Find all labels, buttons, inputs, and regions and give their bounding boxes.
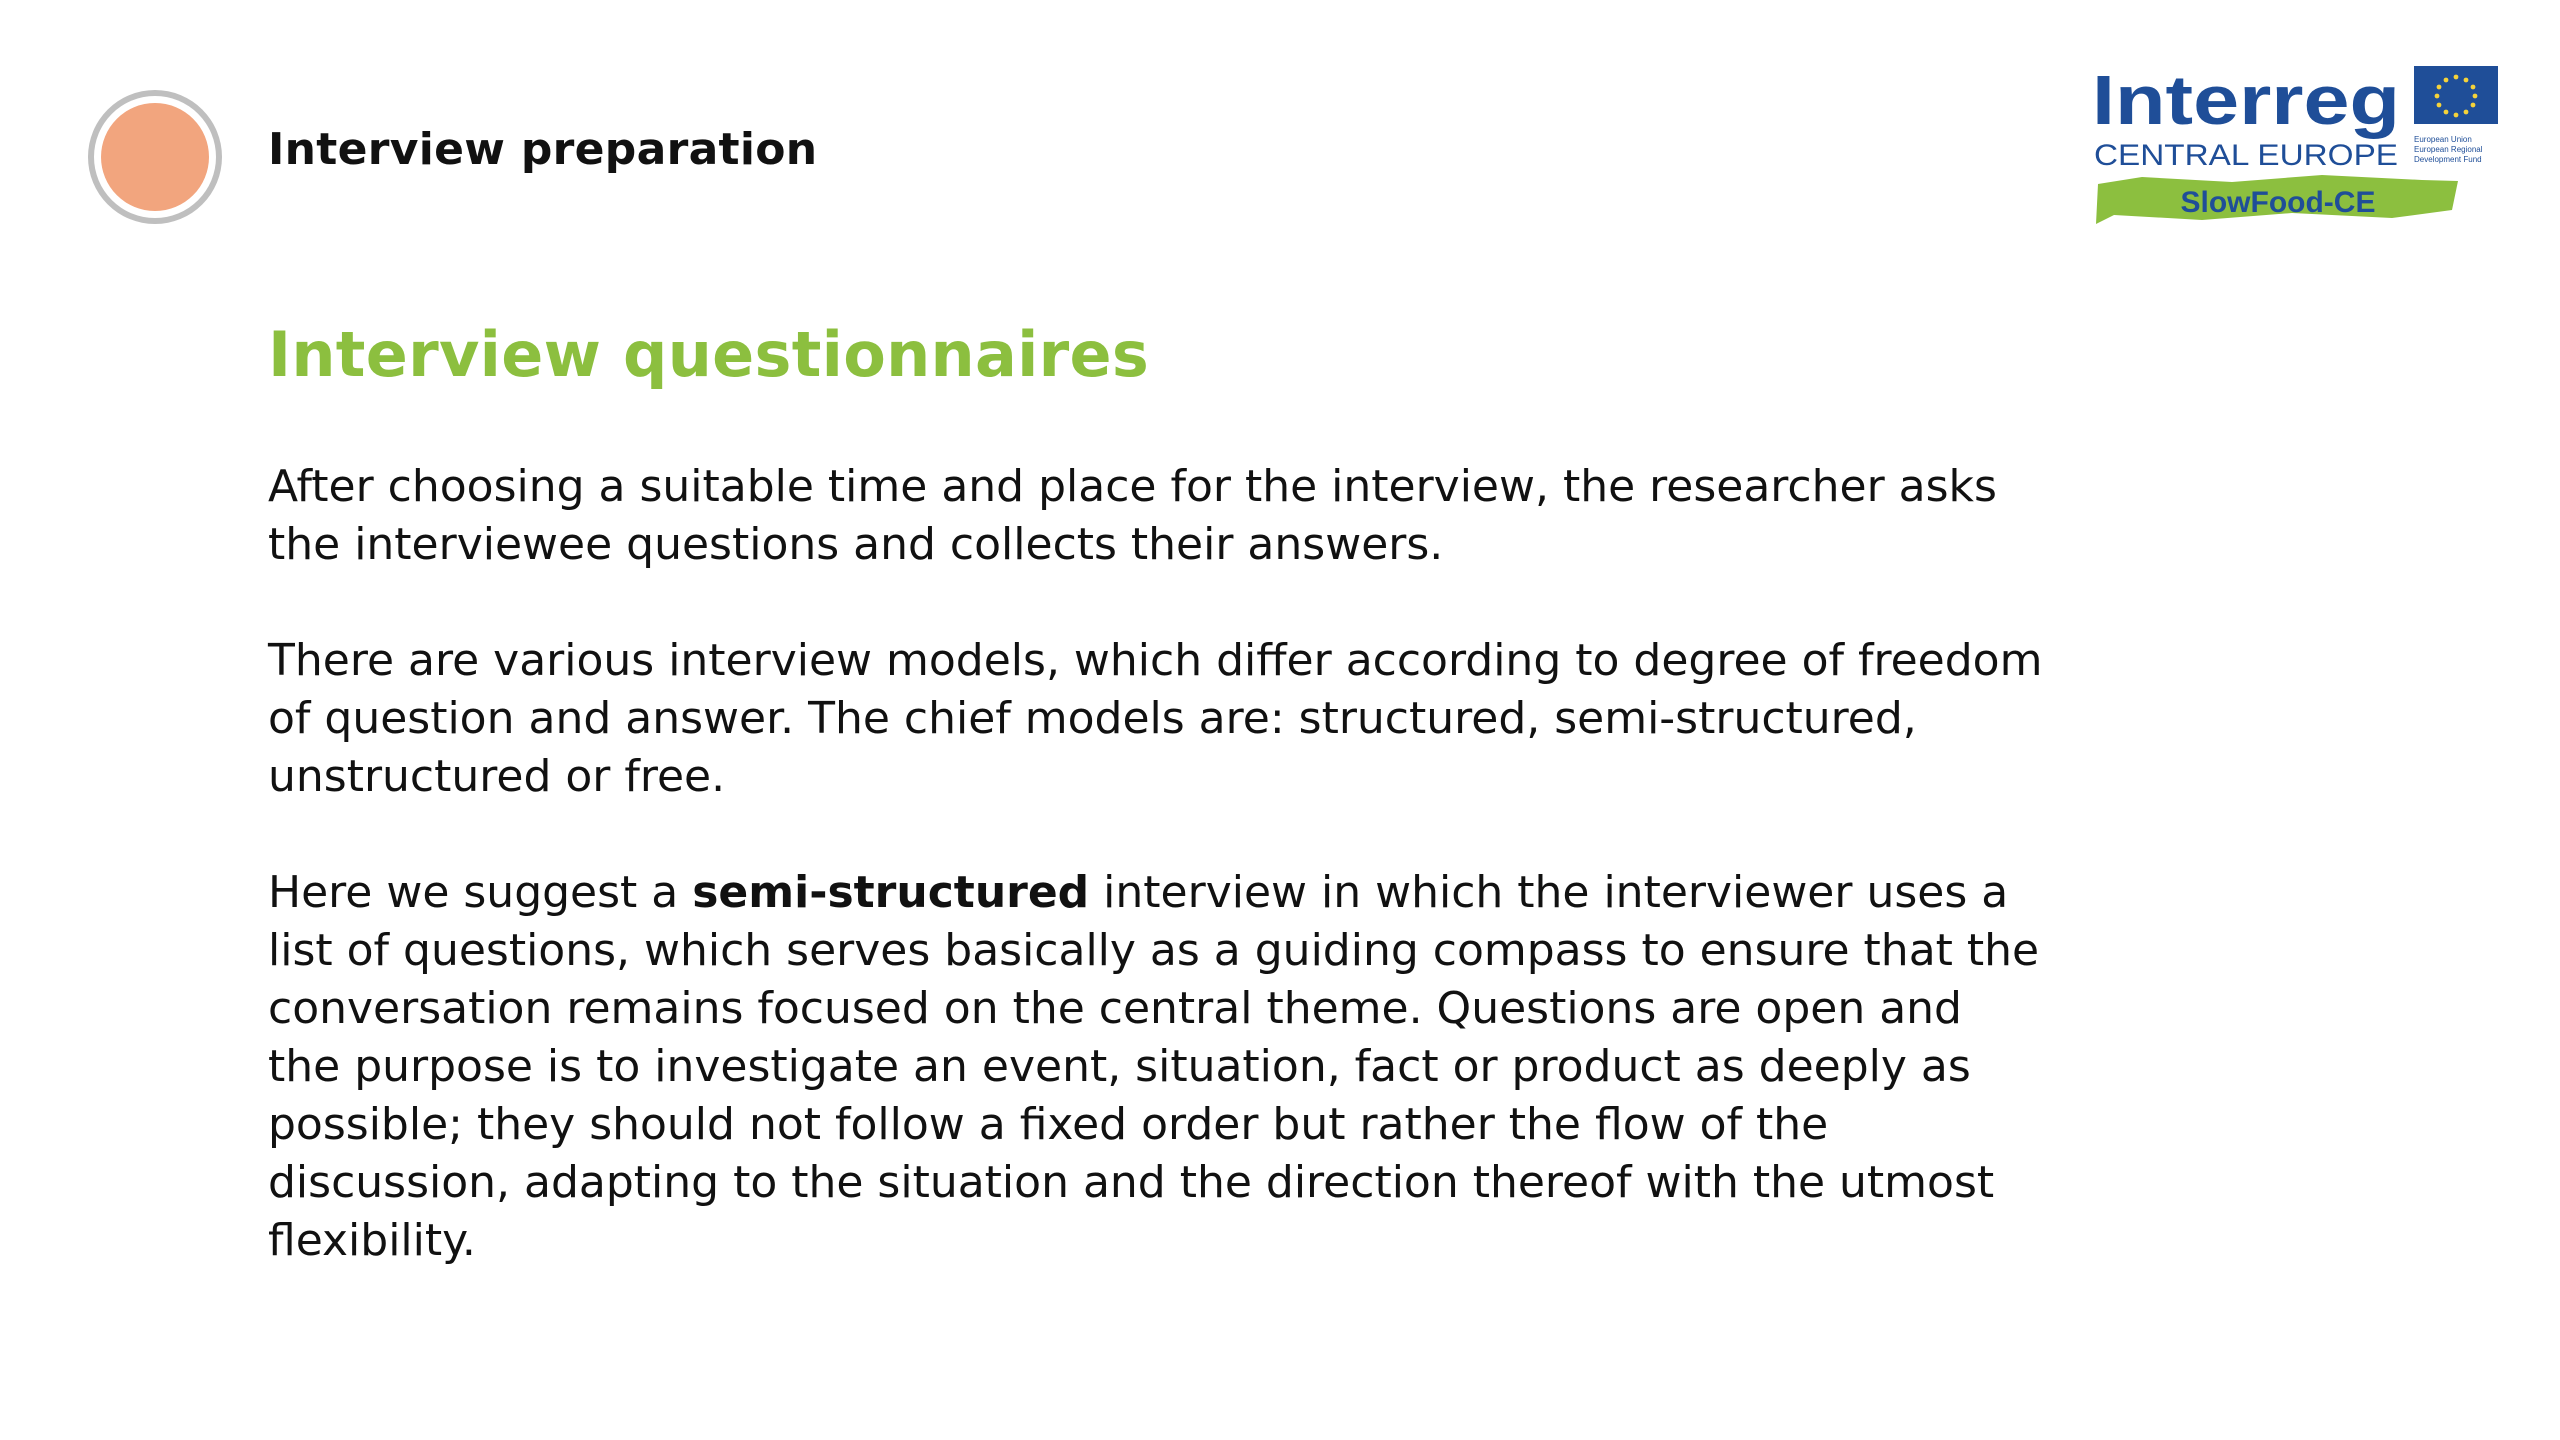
logo-brand-text: Interreg [2092, 61, 2400, 139]
paragraph-3-intro: Here we suggest a [268, 867, 693, 918]
logo-project-text: SlowFood-CE [2180, 186, 2376, 219]
slide-body [268, 458, 2048, 1328]
logo-eu-line-3: Development Fund [2414, 155, 2482, 164]
logo-eu-line-2: European Regional [2414, 145, 2483, 154]
page-title: Interview preparation [268, 124, 818, 175]
paragraph-1: After choosing a suitable time and place for the interview, the researcher asks the interviewee questions and collects their answers. [268, 461, 1997, 570]
paragraph-3-rest: interview in which the interviewer uses a list of questions, which serves basically as a guiding compass to ensure that the conversation remains focused on the central theme. Questions are open and the purpose is to investigate an event, situation, fact or product as deeply as possible; they should not follow a fixed order but rather the flow of the discussion, adapting to the situation and the direction thereof with the utmost flexibility. [268, 867, 2040, 1266]
slide-heading: Interview questionnaires [268, 318, 1150, 391]
paragraph-2: There are various interview models, which differ according to degree of freedom of question and answer. The chief models are: structured, semi-structured, unstructured or free. [268, 635, 2043, 802]
logo-eu-line-1: European Union [2414, 135, 2472, 144]
logo-region-text: CENTRAL EUROPE [2094, 139, 2398, 172]
paragraph-3-emphasis: semi-structured [692, 867, 1090, 918]
interreg-slowfood-logo [2092, 60, 2532, 250]
section-bullet-icon [88, 90, 222, 224]
paragraph-3 [268, 864, 2048, 1270]
